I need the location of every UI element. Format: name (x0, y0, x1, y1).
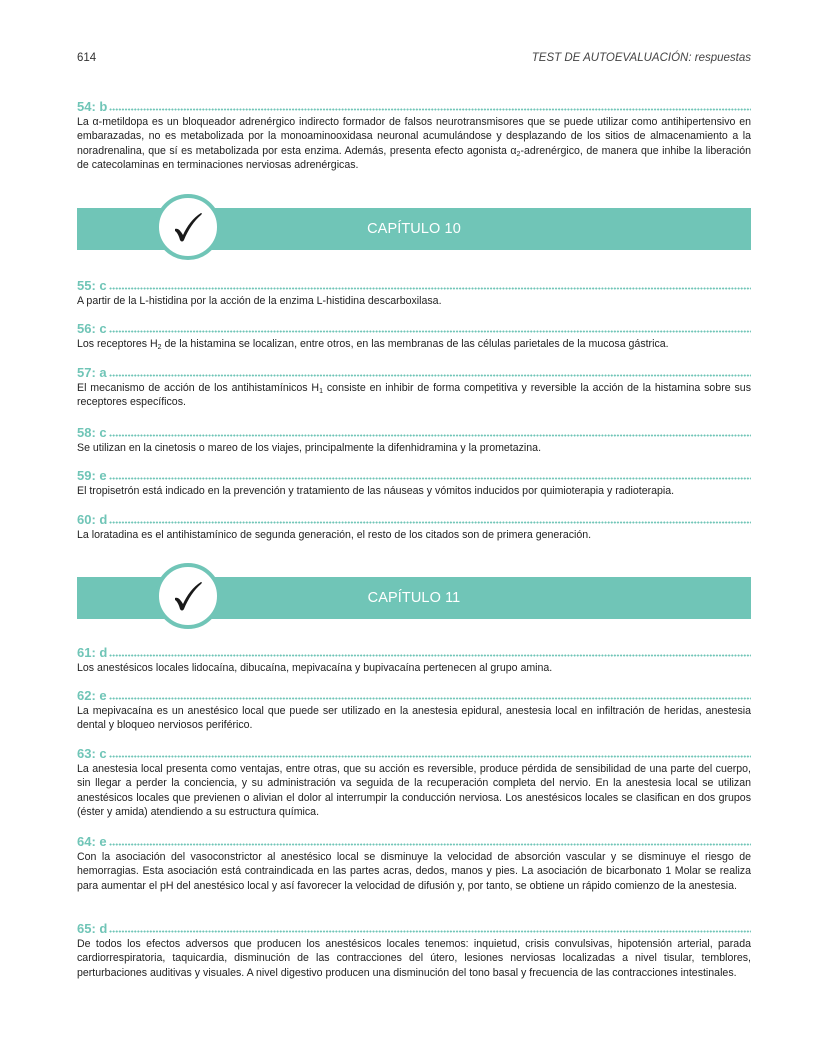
subscript: 2 (516, 150, 521, 158)
answer-item-62 (77, 688, 751, 733)
answer-item-56 (77, 321, 751, 351)
answer-key-line (77, 746, 751, 761)
running-title-sub: respuestas (691, 52, 751, 64)
chapter-banner-11 (77, 577, 751, 619)
answer-key-line (77, 99, 751, 114)
dotted-leader (109, 374, 751, 377)
answer-key-line (77, 834, 751, 849)
running-title (532, 52, 751, 64)
text-segment: El mecanismo de acción de los antihistamínicos H (77, 382, 320, 394)
page-header (77, 52, 751, 68)
text-segment: de la histamina se localizan, entre otros, en las membranas de las células parietales de la mucosa gástrica. (161, 338, 669, 350)
answer-explanation: A partir de la L-histidina por la acción de la enzima L-histidina descarboxilasa. (77, 295, 442, 307)
answer-key-line (77, 468, 751, 483)
dotted-leader (109, 330, 751, 333)
answer-key-line (77, 425, 751, 440)
text-segment: consiste en inhibir de forma competitiva y reversible la acción de la histamina sobre sus receptores específicos. (77, 382, 751, 409)
answer-item-54 (77, 99, 751, 173)
answer-item-64 (77, 834, 751, 893)
answer-key-line (77, 365, 751, 380)
dotted-leader (109, 477, 751, 480)
answer-explanation: El tropisetrón está indicado en la prevención y tratamiento de las náuseas y vómitos inducidos por quimioterapia y radioterapia. (77, 485, 675, 497)
answer-key: 57: a (77, 365, 107, 380)
answer-key-line (77, 512, 751, 527)
answer-explanation: La mepivacaína es un anestésico local que puede ser utilizado en la anestesia epidural, anestesia local en infiltración de heridas, anestesia dental y bloqueo nerviosos periférico. (77, 705, 751, 732)
answer-explanation: Se utilizan en la cinetosis o mareo de los viajes, principalmente la difenhidramina y la prometazina. (77, 442, 542, 454)
answer-explanation: La anestesia local presenta como ventajas, entre otras, que su acción es reversible, produce pérdida de sensibilidad de una parte del cuerpo, sin llegar a perder la conciencia, y su administración va seguida de la recuperación completa del nervio. En la anestesia local se utilizan anestésicos locales que previenen o alivian el dolor al interrumpir la conducción nerviosa. Los anestésicos locales se clasifican en dos grupos (éster y amida) atendiendo a su estructura química. (77, 763, 751, 819)
dotted-leader (109, 654, 751, 657)
answer-item-63 (77, 746, 751, 820)
answer-key: 61: d (77, 645, 108, 660)
dotted-leader (109, 755, 751, 758)
text-segment: Los receptores H (77, 338, 158, 350)
dotted-leader (109, 434, 751, 437)
answer-key: 55: c (77, 278, 107, 293)
answer-key: 63: c (77, 746, 107, 761)
answer-item-57 (77, 365, 751, 410)
answer-explanation (77, 337, 751, 351)
answer-explanation: La loratadina es el antihistamínico de segunda generación, el resto de los citados son de primera generación. (77, 529, 592, 541)
dotted-leader (109, 521, 751, 524)
subscript: 1 (319, 388, 323, 395)
dotted-leader (109, 930, 751, 933)
text-segment: -adrenérgico, de manera que inhibe la liberación de catecolaminas en terminaciones nerviosas adrenérgicas. (77, 144, 751, 172)
answer-key-line (77, 278, 751, 293)
chapter-title: CAPÍTULO 10 (367, 221, 461, 237)
page-number: 614 (77, 52, 97, 64)
subscript: 2 (157, 344, 162, 351)
answer-key: 65: d (77, 921, 108, 936)
answer-key: 58: c (77, 425, 107, 440)
dotted-leader (109, 843, 751, 846)
answer-key-line (77, 321, 751, 336)
answer-item-59 (77, 468, 751, 498)
answer-key-line (77, 921, 751, 936)
answer-explanation (77, 115, 751, 173)
answer-explanation (77, 381, 751, 410)
answer-key: 62: e (77, 688, 107, 703)
chapter-title: CAPÍTULO 11 (367, 590, 461, 606)
answer-key: 59: e (77, 468, 107, 483)
answer-item-55 (77, 278, 751, 308)
answer-explanation: Con la asociación del vasoconstrictor al anestésico local se disminuye la velocidad de absorción vascular y se disminuye el riesgo de hemorragias. Esta asociación está contraindicada en las partes acras, dedos, manos y pies. La asociación de bicarbonato 1 Molar se realiza para aumentar el pH del anestésico local y así favorecer la velocidad de difusión y, por tanto, se obtiene un rápido comienzo de la anestesia. (77, 851, 751, 892)
answer-item-65 (77, 921, 751, 980)
answer-explanation: Los anestésicos locales lidocaína, dibucaína, mepivacaína y bupivacaína pertenecen al grupo amina. (77, 662, 553, 674)
dotted-leader (109, 287, 751, 290)
answer-key: 64: e (77, 834, 107, 849)
answer-key: 54: b (77, 99, 108, 114)
answer-item-58 (77, 425, 751, 455)
chapter-banner-10 (77, 208, 751, 250)
answer-item-61 (77, 645, 751, 675)
answer-explanation: De todos los efectos adversos que producen los anestésicos locales tenemos: inquietud, crisis convulsivas, hipotensión arterial, parada cardiorrespiratoria, taquicardia, disminución de las contracciones del útero, lesiones nerviosas localizadas a nivel tisular, temblores, perturbaciones auditivas y visuales. A nivel digestivo producen una disminución del tono basal y frecuencia de las contracciones intestinales. (77, 938, 751, 979)
answer-key-line (77, 645, 751, 660)
answer-item-60 (77, 512, 751, 542)
running-title-main: TEST DE AUTOEVALUACIÓN: (531, 52, 692, 64)
dotted-leader (109, 108, 751, 111)
answer-key: 56: c (77, 321, 107, 336)
text-segment: La α-metildopa es un bloqueador adrenérgico indirecto formador de falsos neurotransmisores que se puede utilizar como antihipertensivo en embarazadas, no es metabolizada por la monoaminooxidasa neuronal acumulándose y desplazando de los sitios de almacenamiento a la noradrenalina, que sí es metabolizada por esta enzima. Además, presenta efecto agonista α (77, 116, 751, 157)
answer-key-line (77, 688, 751, 703)
dotted-leader (109, 697, 751, 700)
answer-key: 60: d (77, 512, 108, 527)
